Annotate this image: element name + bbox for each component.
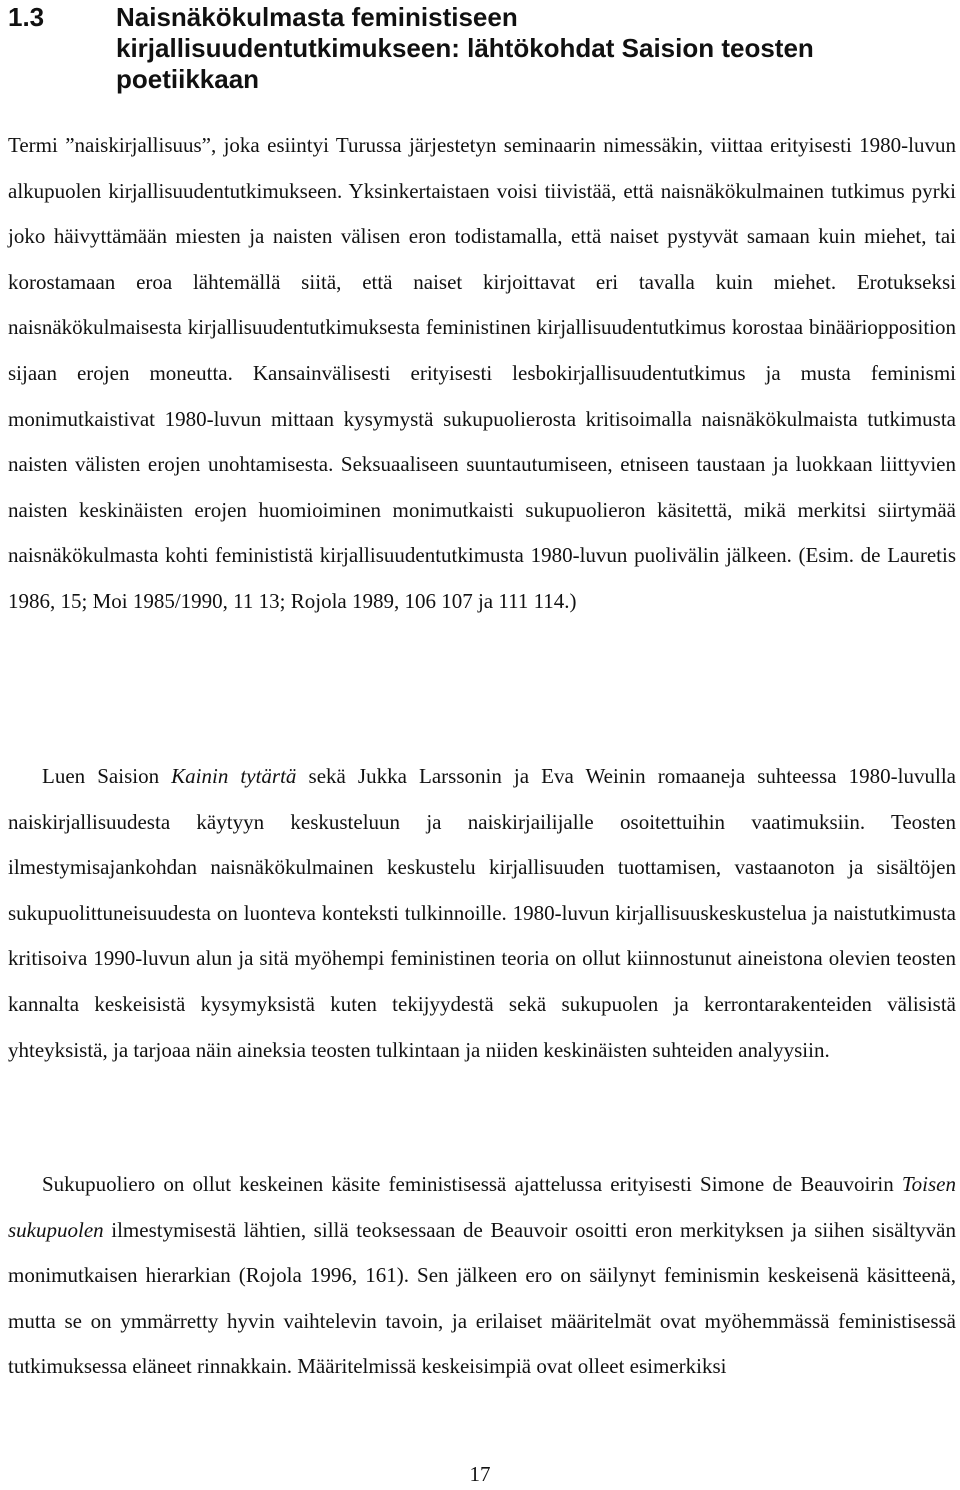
paragraph-2-text-start: Luen Saision bbox=[42, 764, 172, 788]
paragraph-3-text-start: Sukupuoliero on ollut keskeinen käsite feministisessä ajattelussa erityisesti Simone de Beauvoirin bbox=[42, 1172, 902, 1196]
heading-line-1 bbox=[8, 2, 948, 33]
paragraph-3-text-end: ilmestymisestä lähtien, sillä teoksessaan de Beauvoir osoitti eron merkityksen ja siihen sisältyvän monimutkaisen hierarkian (Rojola 1996, 161). Sen jälkeen ero on säilynyt feminismin keskeisenä käsitteenä, mutta se on ymmärretty hyvin vaihtelevin tavoin, ja erilaiset määritelmät ovat myöhemmässä feministisessä tutkimuksessa eläneet rinnakkain. Määritelmissä keskeisimpiä ovat olleet esimerkiksi bbox=[8, 1217, 956, 1379]
paragraph-2 bbox=[8, 754, 956, 1073]
heading-line-2: kirjallisuudentutkimukseen: lähtökohdat Saision teosten bbox=[116, 33, 814, 63]
paragraph-3 bbox=[8, 1162, 956, 1390]
heading-line-3: poetiikkaan bbox=[116, 64, 260, 94]
paragraph-2-text-end: sekä Jukka Larssonin ja Eva Weinin romaaneja suhteessa 1980-luvulla naiskirjallisuudesta käytyyn keskusteluun ja naiskirjailijalle osoitettuihin vaatimuksiin. Teosten ilmestymisajankohdan naisnäkökulmainen keskustelu kirjallisuuden tuottamisen, vastaanoton ja sisältöjen sukupuolittuneisuudesta on luonteva konteksti tulkinnoille. 1980-luvun kirjallisuuskeskustelua ja naistutkimusta kritisoiva 1990-luvun alun ja sitä myöhempi feministinen teoria on ollut kiinnostunut aineistona olevien teosten kannalta keskeisistä kysymyksistä kuten tekijyydestä sekä sukupuolen ja kerrontarakenteiden välisistä yhteyksistä, ja tarjoaa näin aineksia teosten tulkintaan ja niiden keskinäisten suhteiden analyysiin. bbox=[8, 764, 956, 1062]
book-title-kainin-tytarta: Kainin tytärtä bbox=[171, 764, 297, 788]
section-number: 1.3 bbox=[8, 2, 45, 32]
section-heading bbox=[8, 2, 948, 95]
page-number: 17 bbox=[469, 1462, 491, 1486]
heading-text-line-1: Naisnäkökulmasta feministiseen bbox=[116, 2, 518, 32]
paragraph-1: Termi ”naiskirjallisuus”, joka esiintyi Turussa järjestetyn seminaarin nimessäkin, viittaa erityisesti 1980-luvun alkupuolen kirjallisuudentutkimukseen. Yksinkertaistaen voisi tiivistää, että naisnäkökulmainen tutkimus pyrki joko häivyttämään miesten ja naisten välisen eron todistamalla, että naiset pystyvät samaan kuin miehet, tai korostamaan eroa lähtemällä siitä, että naiset kirjoittavat eri tavalla kuin miehet. Erotukseksi naisnäkökulmaisesta kirjallisuudentutkimuksesta feministinen kirjallisuudentutkimus korostaa binääriopposition sijaan erojen moneutta. Kansainvälisesti erityisesti lesbokirjallisuudentutkimus ja musta feminismi monimutkaistivat 1980-luvun mittaan kysymystä sukupuolierosta kritisoimalla naisnäkökulmaista tutkimusta naisten välisten erojen unohtamisesta. Seksuaaliseen suuntautumiseen, etniseen taustaan ja luokkaan liittyvien naisten keskinäisten erojen huomioiminen monimutkaisti sukupuolieron käsitettä, mikä merkitsi siirtymää naisnäkökulmasta kohti feminististä kirjallisuudentutkimusta 1980-luvun puolivälin jälkeen. (Esim. de Lauretis 1986, 15; Moi 1985/1990, 11 13; Rojola 1989, 106 107 ja 111 114.) bbox=[8, 133, 956, 613]
book-title-toisen-sukupuolen: Toisen sukupuolen bbox=[8, 1172, 956, 1242]
